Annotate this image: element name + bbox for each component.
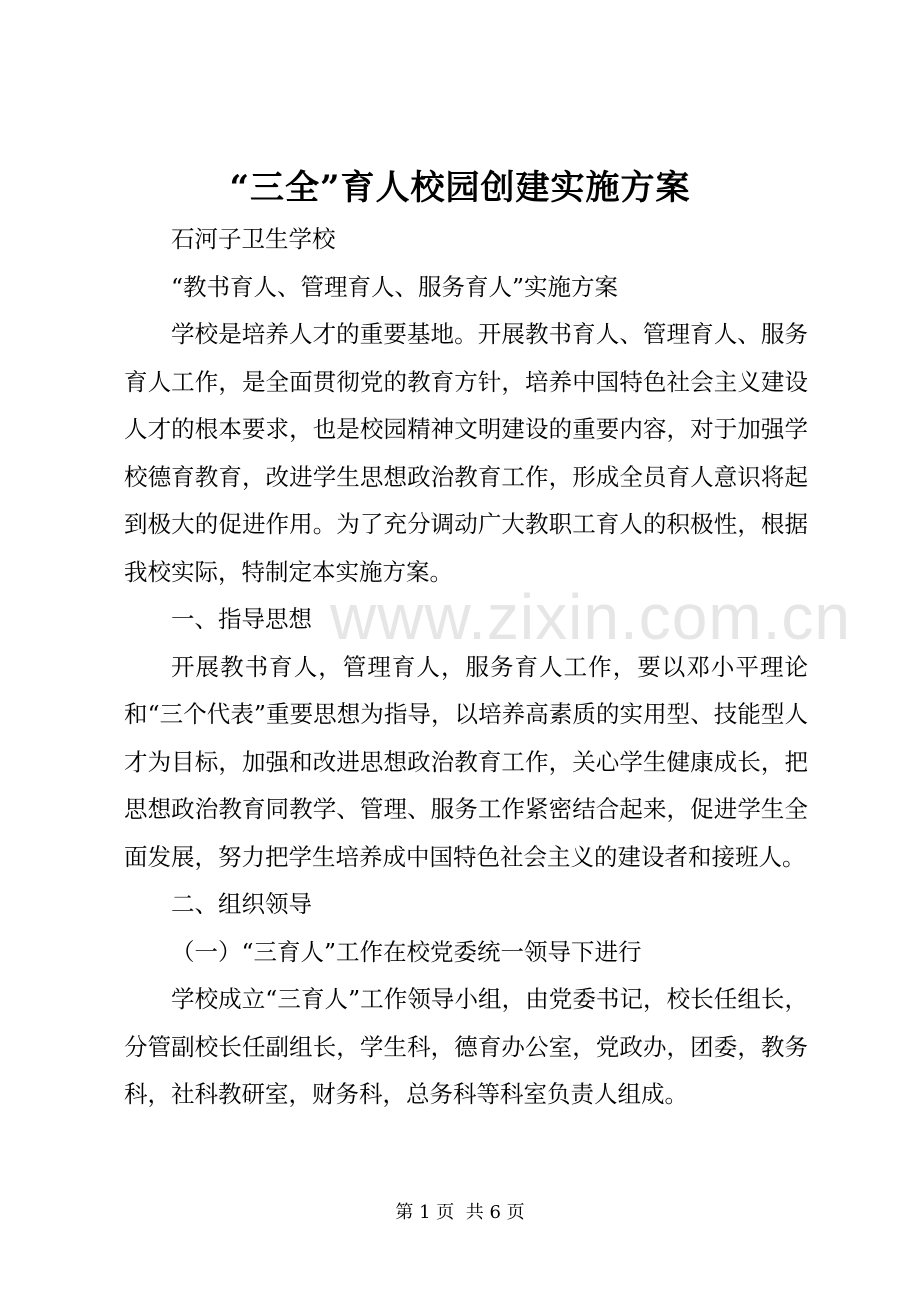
- document-title: “三全”育人校园创建实施方案: [229, 168, 691, 208]
- paragraph-leadership-group: 学校成立“三育人”工作领导小组，由党委书记，校长任组长，分管副校长任副组长，学生科，德育办公室，党政办，团委，教务科，社科教研室，财务科，总务科等科室负责人组成。: [124, 985, 808, 1108]
- section-heading-organization: 二、组织领导: [171, 890, 312, 918]
- paragraph-intro: 学校是培养人才的重要基地。开展教书育人、管理育人、服务育人工作，是全面贯彻党的教育方针，培养中国特色社会主义建设人才的根本要求，也是校园精神文明建设的重要内容，对于加强学校德育教育，改进学生思想政治教育工作，形成全员育人意识将起到极大的促进作用。为了充分调动广大教职工育人的积极性，根据我校实际，特制定本实施方案。: [124, 320, 808, 586]
- subsection-heading-leadership: （一）“三育人”工作在校党委统一领导下进行: [171, 937, 642, 966]
- paragraph-guiding-ideology: 开展教书育人，管理育人，服务育人工作，要以邓小平理论和“三个代表”重要思想为指导，以培养高素质的实用型、技能型人才为目标，加强和改进思想政治教育工作，关心学生健康成长，把思想政治教育同教学、管理、服务工作紧密结合起来，促进学生全面发展，努力把学生培养成中国特色社会主义的建设者和接班人。: [124, 652, 808, 871]
- page-total: 共 6 页: [465, 1202, 525, 1223]
- watermark: www.zixin.com.cn: [330, 581, 851, 653]
- section-heading-guiding-ideology: 一、指导思想: [171, 605, 312, 633]
- paragraph-plan-subtitle: “教书育人、管理育人、服务育人”实施方案: [171, 272, 619, 301]
- paragraph-school-name: 石河子卫生学校: [171, 225, 336, 253]
- page-footer: [0, 1198, 920, 1228]
- page-number: 第 1 页: [395, 1202, 455, 1223]
- document-body: [124, 216, 808, 1119]
